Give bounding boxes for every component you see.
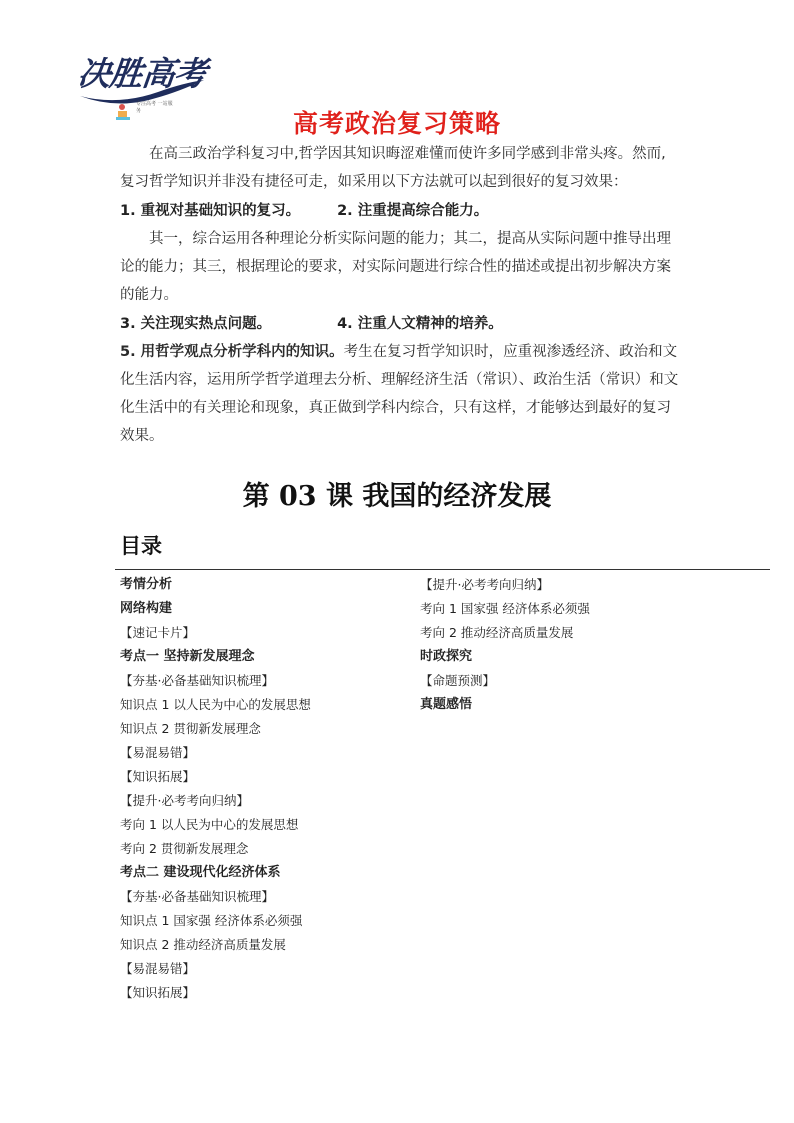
strategy-point-5-heading: 5. 用哲学观点分析学科内的知识。 xyxy=(120,344,344,360)
toc-item[interactable]: 考向 1 国家强 经济体系必须强 xyxy=(420,601,590,616)
toc-item[interactable]: 【易混易错】 xyxy=(120,961,196,976)
toc-divider xyxy=(115,569,770,570)
toc-item[interactable]: 【夯基·必备基础知识梳理】 xyxy=(120,673,274,688)
toc-item[interactable]: 【易混易错】 xyxy=(120,745,196,760)
toc-item[interactable]: 知识点 2 推动经济高质量发展 xyxy=(120,937,286,952)
toc-item[interactable]: 知识点 1 国家强 经济体系必须强 xyxy=(120,913,303,928)
toc-heading: 目录 xyxy=(120,534,162,558)
toc-item[interactable]: 【提升·必考考向归纳】 xyxy=(420,577,549,592)
strategy-point-2: 2. 注重提高综合能力。 xyxy=(337,203,489,219)
toc-item[interactable]: 【命题预测】 xyxy=(420,673,496,688)
toc-item[interactable]: 【知识拓展】 xyxy=(120,769,196,784)
toc-item[interactable]: 考点二 建设现代化经济体系 xyxy=(120,865,281,880)
toc-item[interactable]: 知识点 1 以人民为中心的发展思想 xyxy=(120,697,311,712)
page-title: 高考政治复习策略 xyxy=(292,109,501,138)
toc-item[interactable]: 考点一 坚持新发展理念 xyxy=(120,649,255,664)
toc-item[interactable]: 网络构建 xyxy=(120,601,173,616)
lesson-title: 第 03 课 我国的经济发展 xyxy=(242,481,552,512)
strategy-point-5-text: 考生在复习哲学知识时，应重视渗透经济、政治和文化生活内容，运用所学哲学道理去分析、理解经济生活（常识）、政治生活（常识）和文化生活中的有关理论和现象，真正做到学科内综合，只有这样，才能够达到最好的复习效果。 xyxy=(120,344,679,444)
logo-text: 决胜高考 xyxy=(75,54,208,93)
strategy-point-5 xyxy=(120,338,680,450)
toc-item[interactable]: 知识点 2 贯彻新发展理念 xyxy=(120,721,261,736)
strategy-point-1: 1. 重视对基础知识的复习。 xyxy=(120,203,301,219)
toc-item[interactable]: 【速记卡片】 xyxy=(120,625,196,640)
ability-paragraph: 其一，综合运用各种理论分析实际问题的能力；其二，提高从实际问题中推导出理论的能力；其三，根据理论的要求，对实际问题进行综合性的描述或提出初步解决方案的能力。 xyxy=(120,231,671,303)
toc-item[interactable]: 【提升·必考考向归纳】 xyxy=(120,793,249,808)
toc-item[interactable]: 真题感悟 xyxy=(420,697,473,712)
toc-left-column xyxy=(120,573,311,1005)
toc-item[interactable]: 【夯基·必备基础知识梳理】 xyxy=(120,889,274,904)
toc-item[interactable]: 时政探究 xyxy=(420,649,473,664)
toc-right-column xyxy=(420,573,590,717)
toc-item[interactable]: 考向 2 贯彻新发展理念 xyxy=(120,841,249,856)
strategy-point-3: 3. 关注现实热点问题。 xyxy=(120,316,272,332)
toc-item[interactable]: 【知识拓展】 xyxy=(120,985,196,1000)
toc-item[interactable]: 考向 1 以人民为中心的发展思想 xyxy=(120,817,299,832)
logo-subtext: 专注高考 一站服务 xyxy=(136,101,173,114)
strategy-points-row-2 xyxy=(120,310,503,338)
strategy-points-row-1 xyxy=(120,197,488,225)
toc-item[interactable]: 考情分析 xyxy=(120,577,173,592)
intro-paragraph: 在高三政治学科复习中,哲学因其知识晦涩难懂而使许多同学感到非常头疼。然而,复习哲学知识并非没有捷径可走，如采用以下方法就可以起到很好的复习效果： xyxy=(120,146,666,190)
toc-item[interactable]: 考向 2 推动经济高质量发展 xyxy=(420,625,574,640)
strategy-point-4: 4. 注重人文精神的培养。 xyxy=(337,316,503,332)
